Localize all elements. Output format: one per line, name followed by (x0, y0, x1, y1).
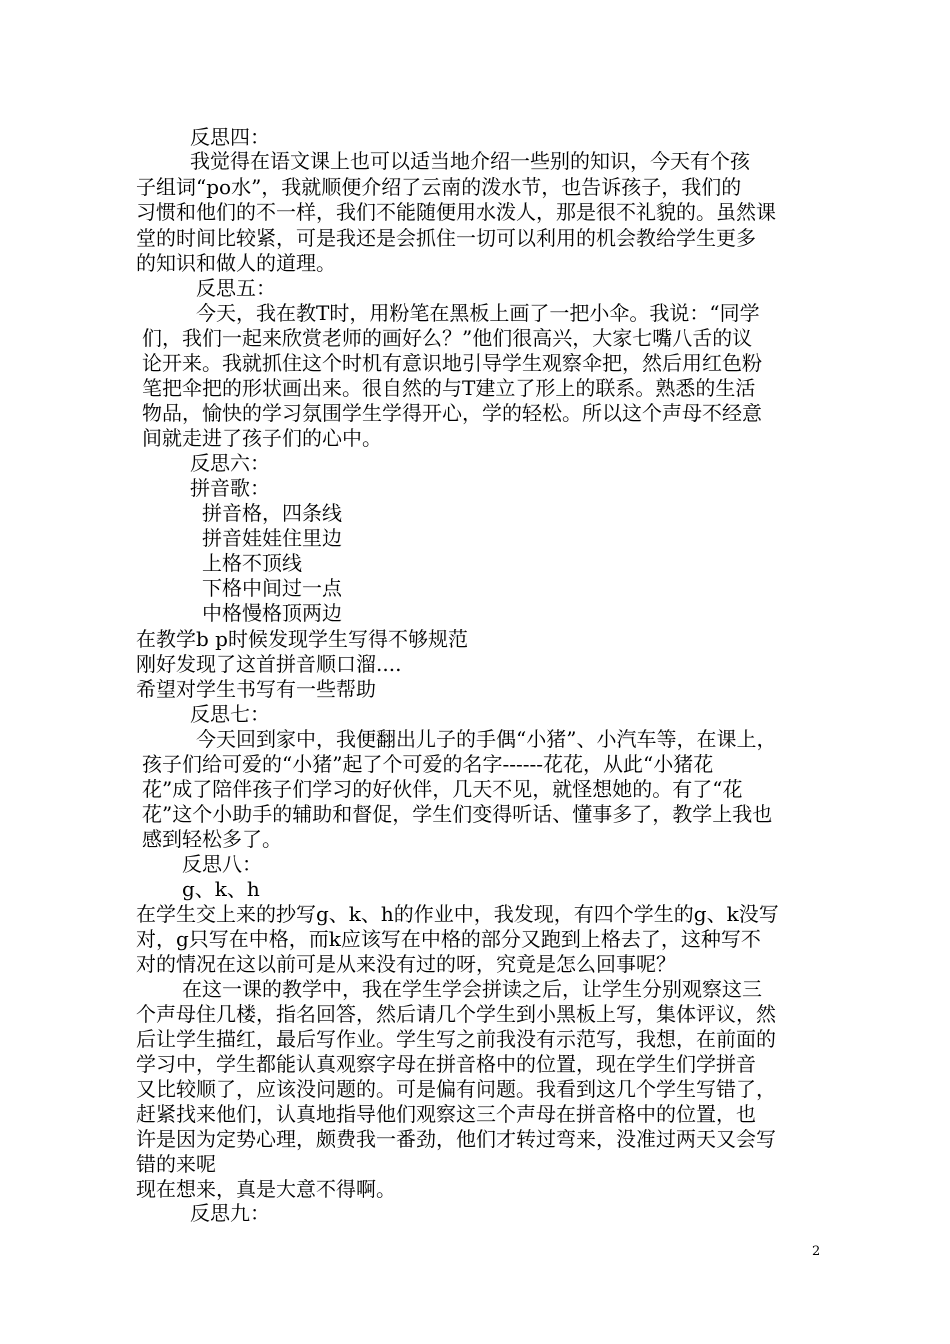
paragraph-line: 间就走进了孩子们的心中。 (142, 426, 382, 450)
paragraph-line: 们，我们一起来欣赏老师的画好么？”他们很高兴，大家七嘴八舌的议 (142, 326, 753, 350)
paragraph-line: 后让学生描红，最后写作业。学生写之前我没有示范写，我想，在前面的 (136, 1027, 776, 1051)
rhyme-line: 中格慢格顶两边 (202, 601, 342, 625)
paragraph-line: 个声母住几楼，指名回答，然后请几个学生到小黑板上写，集体评议，然 (136, 1002, 776, 1026)
paragraph-line: 又比较顺了，应该没问题的。可是偏有问题。我看到这几个学生写错了， (136, 1077, 776, 1101)
page-number: 2 (812, 1244, 821, 1259)
paragraph-line: 今天回到家中，我便翻出儿子的手偶“小猪”、小汽车等，在课上， (196, 727, 777, 751)
paragraph-line: 在学生交上来的抄写g、k、h的作业中，我发现，有四个学生的g、k没写 (136, 902, 779, 926)
paragraph-line: 孩子们给可爱的“小猪”起了个可爱的名字------花花，从此“小猪花 (142, 752, 714, 776)
rhyme-line: 拼音娃娃住里边 (202, 526, 342, 550)
paragraph-line: 刚好发现了这首拼音顺口溜.... (136, 652, 402, 676)
paragraph-line: 希望对学生书写有一些帮助 (136, 677, 376, 701)
letters-line: g、k、h (182, 877, 260, 901)
paragraph-line: 今天，我在教T时，用粉笔在黑板上画了一把小伞。我说：“同学 (196, 301, 760, 325)
paragraph-line: 物品，愉快的学习氛围学生学得开心，学的轻松。所以这个声母不经意 (142, 401, 762, 425)
paragraph-line: 花”成了陪伴孩子们学习的好伙伴，几天不见，就怪想她的。有了“花 (142, 777, 743, 801)
rhyme-line: 上格不顶线 (202, 551, 302, 575)
paragraph-line: 感到轻松多了。 (142, 827, 282, 851)
paragraph-line: 许是因为定势心理，颇费我一番劲，他们才转过弯来，没准过两天又会写 (136, 1127, 776, 1151)
paragraph-line: 错的来呢 (136, 1152, 216, 1176)
paragraph-line: 现在想来，真是大意不得啊。 (136, 1177, 396, 1201)
paragraph-line: 子组词“po水”，我就顺便介绍了云南的泼水节，也告诉孩子，我们的 (136, 175, 742, 199)
heading-reflection-4: 反思四： (190, 125, 270, 149)
paragraph-line: 论开来。我就抓住这个时机有意识地引导学生观察伞把，然后用红色粉 (142, 351, 762, 375)
heading-reflection-5: 反思五： (196, 276, 276, 300)
rhyme-line: 拼音格，四条线 (202, 501, 342, 525)
paragraph-line: 在这一课的教学中，我在学生学会拼读之后，让学生分别观察这三 (182, 977, 762, 1001)
heading-reflection-7: 反思七： (190, 702, 270, 726)
paragraph-line: 花”这个小助手的辅助和督促，学生们变得听话、懂事多了，教学上我也 (142, 802, 773, 826)
paragraph-line: 学习中，学生都能认真观察字母在拼音格中的位置，现在学生们学拼音 (136, 1052, 756, 1076)
heading-reflection-9: 反思九： (190, 1201, 270, 1225)
paragraph-line: 习惯和他们的不一样，我们不能随便用水泼人，那是很不礼貌的。虽然课 (136, 200, 776, 224)
rhyme-title: 拼音歌： (190, 476, 270, 500)
paragraph-line: 赶紧找来他们，认真地指导他们观察这三个声母在拼音格中的位置，也 (136, 1102, 756, 1126)
paragraph-line: 的知识和做人的道理。 (136, 251, 336, 275)
paragraph-line: 对，g只写在中格，而k应该写在中格的部分又跑到上格去了，这种写不 (136, 927, 761, 951)
paragraph-line: 我觉得在语文课上也可以适当地介绍一些别的知识，今天有个孩 (190, 149, 750, 173)
paragraph-line: 堂的时间比较紧，可是我还是会抓住一切可以利用的机会教给学生更多 (136, 226, 756, 250)
paragraph-line: 笔把伞把的形状画出来。很自然的与T建立了形上的联系。熟悉的生活 (142, 376, 756, 400)
heading-reflection-8: 反思八： (182, 852, 262, 876)
paragraph-line: 对的情况在这以前可是从来没有过的呀，究竟是怎么回事呢？ (136, 952, 676, 976)
rhyme-line: 下格中间过一点 (202, 576, 342, 600)
heading-reflection-6: 反思六： (190, 451, 270, 475)
paragraph-line: 在教学b p时候发现学生写得不够规范 (136, 627, 468, 651)
